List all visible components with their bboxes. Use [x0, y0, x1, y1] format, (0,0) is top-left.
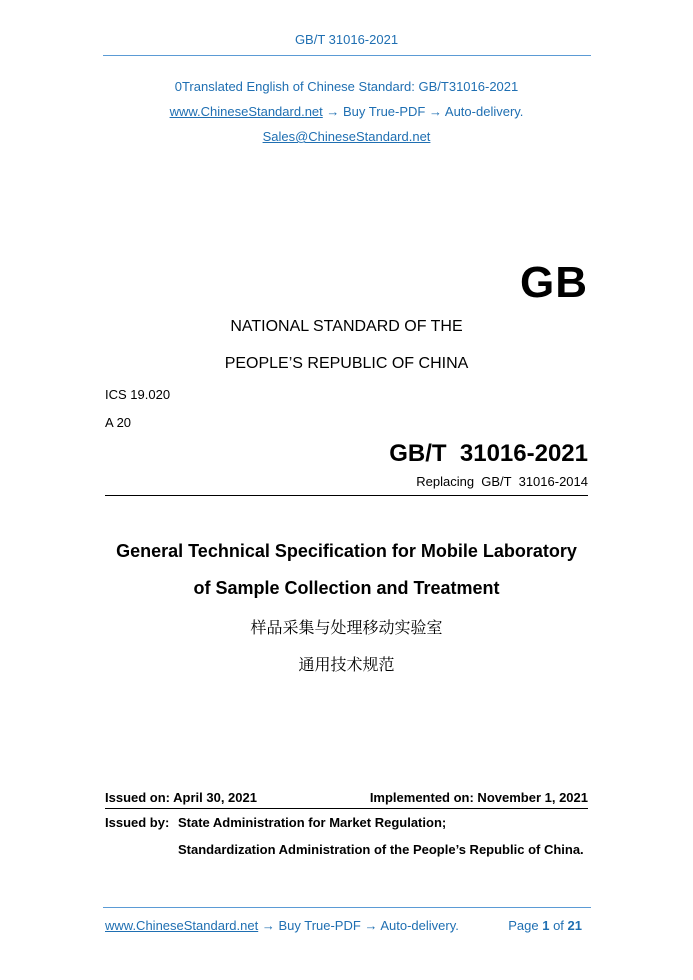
arrow-icon: →	[261, 918, 275, 933]
page-label: Page	[508, 918, 539, 933]
national-line-1: NATIONAL STANDARD OF THE	[230, 318, 463, 335]
standard-number: GB/T 31016-2021	[389, 440, 588, 467]
footer-buy-text: Buy True-PDF	[278, 918, 361, 933]
ics-code: ICS 19.020	[105, 387, 171, 402]
sales-line	[0, 129, 693, 144]
title-en-line-2: of Sample Collection and Treatment	[193, 578, 500, 598]
sales-email-link[interactable]: Sales@ChineseStandard.net	[262, 129, 431, 144]
replacing-text: Replacing GB/T 31016-2014	[416, 474, 588, 489]
implemented-on: Implemented on: November 1, 2021	[369, 790, 588, 805]
translated-line	[0, 79, 693, 94]
site-link[interactable]: www.ChineseStandard.net	[169, 104, 323, 119]
issued-by-org-1: State Administration for Market Regulation;	[178, 815, 447, 830]
footer-rule	[103, 907, 591, 908]
footer-site-link[interactable]: www.ChineseStandard.net	[105, 918, 259, 933]
page-indicator	[460, 918, 582, 933]
title-en-line-1: General Technical Specification for Mobile Laboratory	[116, 541, 577, 561]
header-rule	[103, 55, 591, 56]
auto-delivery-text: Auto-delivery.	[444, 104, 524, 119]
national-line-2: PEOPLE’S REPUBLIC OF CHINA	[224, 355, 469, 372]
issued-by-org-2: Standardization Administration of the People’s Republic of China.	[178, 842, 584, 857]
gb-logo: GB	[520, 258, 588, 307]
class-code: A 20	[105, 415, 132, 430]
page-total: 21	[567, 918, 582, 933]
title-cn-line-2: 通用技术规范	[298, 657, 395, 674]
arrow-icon: →	[429, 104, 442, 119]
running-header	[0, 32, 693, 47]
footer-auto-text: Auto-delivery.	[380, 918, 459, 933]
arrow-icon: →	[326, 104, 340, 119]
title-rule	[105, 495, 588, 496]
translated-text: 0Translated English of Chinese Standard: GB/T31016-2021	[174, 79, 519, 94]
footer-promo	[105, 918, 459, 933]
running-title: GB/T 31016-2021	[294, 32, 399, 47]
promo-line	[0, 104, 693, 119]
buy-text: Buy True-PDF	[343, 104, 426, 119]
arrow-icon: →	[364, 918, 378, 933]
of-label: of	[553, 918, 564, 933]
issue-rule	[105, 808, 588, 809]
title-cn-line-1: 样品采集与处理移动实验室	[250, 620, 443, 637]
page-number: 1	[542, 918, 550, 933]
issued-by-label: Issued by:	[105, 815, 170, 830]
issued-on: Issued on: April 30, 2021	[105, 790, 257, 805]
